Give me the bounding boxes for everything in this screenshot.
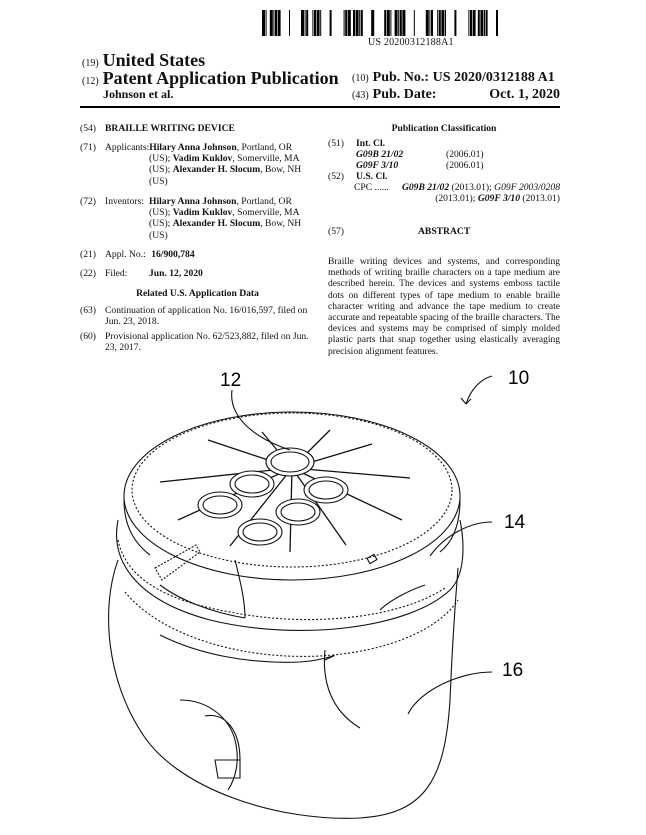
barcode-bar bbox=[426, 10, 429, 36]
applicants-code: (71) bbox=[80, 142, 96, 153]
prov-text: Provisional application No. 62/523,882, filed on Jun. 23, 2017. bbox=[105, 331, 309, 354]
filed-label: Filed: bbox=[105, 268, 128, 279]
barcode bbox=[262, 10, 498, 36]
int-class-2: G09F 3/10 bbox=[356, 160, 399, 172]
int-class-1: G09B 21/02 bbox=[356, 149, 404, 161]
barcode-bar bbox=[431, 10, 433, 36]
classification-heading: Publication Classification bbox=[391, 123, 497, 134]
lower-housing bbox=[109, 560, 458, 818]
filed-date: Jun. 12, 2020 bbox=[149, 268, 203, 279]
abstract-heading-row bbox=[328, 226, 560, 237]
cont-text: Continuation of application No. 16/016,597, filed on Jun. 23, 2018. bbox=[105, 305, 308, 328]
barcode-bar bbox=[371, 10, 374, 36]
appl-label: Appl. No.: bbox=[105, 249, 146, 260]
barcode-bar bbox=[402, 10, 405, 36]
pub-date: Oct. 1, 2020 bbox=[489, 87, 560, 102]
barcode-bar bbox=[437, 10, 438, 36]
barcode-bar bbox=[270, 10, 273, 36]
pub-type-code: (12) bbox=[82, 76, 99, 87]
abstract-code: (57) bbox=[328, 226, 344, 237]
abstract-heading: ABSTRACT bbox=[418, 226, 471, 237]
barcode-bar bbox=[470, 10, 472, 36]
country: United States bbox=[102, 50, 206, 70]
ref-label-10: 10 bbox=[508, 368, 530, 389]
barcode-bar bbox=[390, 10, 391, 36]
barcode-bar bbox=[454, 10, 456, 36]
barcode-bar bbox=[395, 10, 398, 36]
pub-type: Patent Application Publication bbox=[102, 68, 339, 88]
barcode-number: US 20200312188A1 bbox=[368, 37, 454, 48]
inventors-label: Inventors: bbox=[105, 196, 144, 207]
patent-figure bbox=[0, 360, 646, 835]
inventors-list: Hilary Anna Johnson, Portland, OR (US); Vadim Kuklov, Somerville, MA (US); Alexander H. Slocum, Bow, NH (US) bbox=[149, 196, 302, 241]
barcode-bar bbox=[480, 10, 483, 36]
applicants-list: Hilary Anna Johnson, Portland, OR (US); Vadim Kuklov, Somerville, MA (US); Alexander H. Slocum, Bow, NH (US) bbox=[149, 142, 302, 187]
pub-date-line bbox=[352, 87, 560, 103]
leader-12 bbox=[232, 390, 290, 450]
barcode-bar bbox=[317, 10, 320, 36]
barcode-bar bbox=[496, 10, 498, 36]
int-cl-block bbox=[328, 138, 560, 172]
barcode-bar bbox=[486, 10, 488, 36]
barcode-bar bbox=[305, 10, 306, 36]
ref-label-12: 12 bbox=[220, 370, 242, 391]
applicants-label: Applicants: bbox=[105, 142, 150, 153]
invention-title: BRAILLE WRITING DEVICE bbox=[105, 123, 235, 134]
barcode-bar bbox=[445, 10, 446, 36]
barcode-bar bbox=[478, 10, 480, 36]
country-code: (19) bbox=[82, 58, 99, 69]
cont-code: (63) bbox=[80, 305, 96, 316]
barcode-bar bbox=[400, 10, 402, 36]
us-cl-block bbox=[328, 171, 560, 205]
pub-no: US 2020/0312188 A1 bbox=[432, 70, 555, 85]
barcode-bar bbox=[273, 10, 274, 36]
pub-no-code: (10) bbox=[352, 73, 369, 84]
int-class-2-ver: (2006.01) bbox=[446, 160, 484, 172]
int-label: Int. Cl. bbox=[356, 138, 386, 149]
pub-date-code: (43) bbox=[352, 90, 369, 101]
appl-code: (21) bbox=[80, 249, 96, 260]
pub-no-label: Pub. No.: bbox=[372, 70, 430, 85]
barcode-bar bbox=[353, 10, 355, 36]
prov-code: (60) bbox=[80, 331, 96, 342]
barcode-bar bbox=[398, 10, 399, 36]
inventor-short: Johnson et al. bbox=[103, 87, 174, 101]
appl-no: 16/900,784 bbox=[151, 249, 195, 260]
ref-label-16: 16 bbox=[502, 660, 524, 681]
barcode-bar bbox=[429, 10, 430, 36]
lower-housing-rim bbox=[125, 592, 458, 656]
us-label: U.S. Cl. bbox=[356, 171, 388, 182]
pub-date-label: Pub. Date: bbox=[372, 87, 437, 102]
barcode-bar bbox=[468, 10, 469, 36]
barcode-bar bbox=[441, 10, 444, 36]
barcode-bar bbox=[320, 10, 321, 36]
barcode-bar bbox=[266, 10, 267, 36]
barcode-bar bbox=[275, 10, 277, 36]
barcode-bar bbox=[306, 10, 308, 36]
barcode-bar bbox=[414, 10, 415, 36]
barcode-bar bbox=[356, 10, 359, 36]
related-heading: Related U.S. Application Data bbox=[136, 288, 259, 299]
barcode-bar bbox=[361, 10, 363, 36]
header-rule bbox=[80, 106, 560, 108]
barcode-bar bbox=[384, 10, 386, 36]
barcode-bar bbox=[439, 10, 441, 36]
inventors-code: (72) bbox=[80, 196, 96, 207]
title-code: (54) bbox=[80, 123, 96, 134]
pub-number-line bbox=[352, 70, 555, 86]
barcode-bar bbox=[289, 10, 290, 36]
barcode-bar bbox=[359, 10, 360, 36]
barcode-bar bbox=[387, 10, 390, 36]
barcode-bar bbox=[314, 10, 316, 36]
us-code: (52) bbox=[328, 171, 344, 182]
cpc-text: CPC ...... G09B 21/02 (2013.01); G09F 2003/0208 (2013.01); G09F 3/10 (2013.01) bbox=[354, 182, 560, 205]
filed-code: (22) bbox=[80, 268, 96, 279]
barcode-bar bbox=[473, 10, 476, 36]
abstract-text: Braille writing devices and systems, and corresponding methods of writing braille characters on a tape medium are described herein. The devices and systems emboss tactile dots on different types of tape medium to enable braille character writing and advance the tape medium to create accurate and repeatable spacing of the braille characters. The devices and systems may be comprised of simply molded plastic parts that snap together using elastically averaging precision alignment features. bbox=[328, 257, 560, 357]
barcode-bar bbox=[484, 10, 485, 36]
int-code: (51) bbox=[328, 138, 344, 149]
barcode-bar bbox=[330, 10, 332, 36]
braille-buttons bbox=[198, 448, 348, 545]
ref-label-14: 14 bbox=[504, 512, 526, 533]
barcode-bar bbox=[312, 10, 313, 36]
small-tab bbox=[367, 554, 377, 563]
publication-type-line bbox=[82, 68, 339, 89]
barcode-bar bbox=[344, 10, 345, 36]
barcode-bar bbox=[262, 10, 265, 36]
barcode-bar bbox=[278, 10, 281, 36]
int-class-1-ver: (2006.01) bbox=[446, 149, 484, 161]
barcode-bar bbox=[301, 10, 304, 36]
barcode-bar bbox=[348, 10, 351, 36]
barcode-bar bbox=[345, 10, 347, 36]
